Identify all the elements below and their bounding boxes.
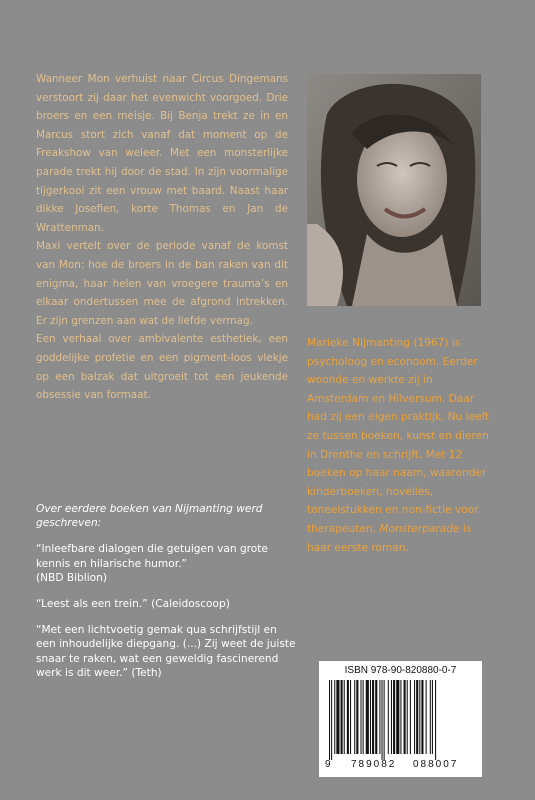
author-bio: [307, 334, 493, 557]
barcode-digit-first: 9: [325, 759, 331, 770]
review-quote-1-text: “Inleefbare dialogen die getuigen van grote kennis en hilarische humor.”: [36, 543, 268, 570]
barcode-bars: [329, 680, 473, 760]
author-bio-suffix: is haar eerste roman.: [307, 522, 472, 554]
author-bio-text: Marieke Nijmanting (1967) is psycholoog en econoom. Eerder woonde en werkte zij in Amsterdam en Hilversum. Daar had zij een eigen praktijk. Nu leeft ze tussen boeken, kunst en dieren in Drenthe en schrijft. Met 12 boeken op haar naam, waaronder kinderboeken, novelles, toneelstukken en non-fictie voor therapeuten.: [307, 337, 490, 535]
author-portrait-image: [307, 74, 481, 306]
review-quote-2: “Leest als een trein.” (Caleidoscoop): [36, 598, 230, 611]
review-quote-3: “Met een lichtvoetig gemak qua schrijfstijl en een inhoudelijke diepgang. (...) Zij weet de juiste snaar te raken, wat een geweldig fascinerend werk is dit weer.” (Teth): [36, 624, 296, 679]
reviews-heading: Over eerdere boeken van Nijmanting werd geschreven:: [36, 503, 263, 530]
barcode-digits-left: 789082: [351, 759, 397, 770]
back-cover-blurb: [36, 70, 288, 405]
reviews-section: [36, 502, 296, 692]
blurb-paragraph-3: Een verhaal over ambivalente esthetiek, een goddelijke profetie en een pigment-loos vlekje op een balzak dat uitgroeit tot een jeukende obsessie van formaat.: [36, 333, 288, 402]
blurb-paragraph-2: Maxi vertelt over de periode vanaf de komst van Mon: hoe de broers in de ban raken van dit enigma, haar helen van vroegere trauma’s en elkaar ondertussen mee de afgrond intrekken. Er zijn grenzen aan wat de liefde vermag.: [36, 240, 288, 327]
barcode-digits-right: 088007: [413, 759, 459, 770]
review-quote-1-source: (NBD Biblion): [36, 571, 108, 584]
review-quote-1: [36, 542, 296, 585]
book-title: Monsterparade: [379, 522, 460, 535]
isbn-barcode: [319, 661, 482, 777]
isbn-label: ISBN 978-90-820880-0-7: [344, 665, 457, 676]
blurb-paragraph-1: Wanneer Mon verhuist naar Circus Dingemans verstoort zij daar het evenwicht voorgoed. Drie broers en een meisje. Bij Benja trekt ze in en Marcus stort zich vanaf dat moment op de Freakshow van weleer. Met een monsterlijke parade trekt hij door de stad. In zijn voormalige tijgerkooi zit een vrouw met baard. Naast haar dikke Josefien, korte Thomas en Jan de Wrattenman.: [36, 73, 288, 234]
author-photo: [307, 74, 481, 306]
